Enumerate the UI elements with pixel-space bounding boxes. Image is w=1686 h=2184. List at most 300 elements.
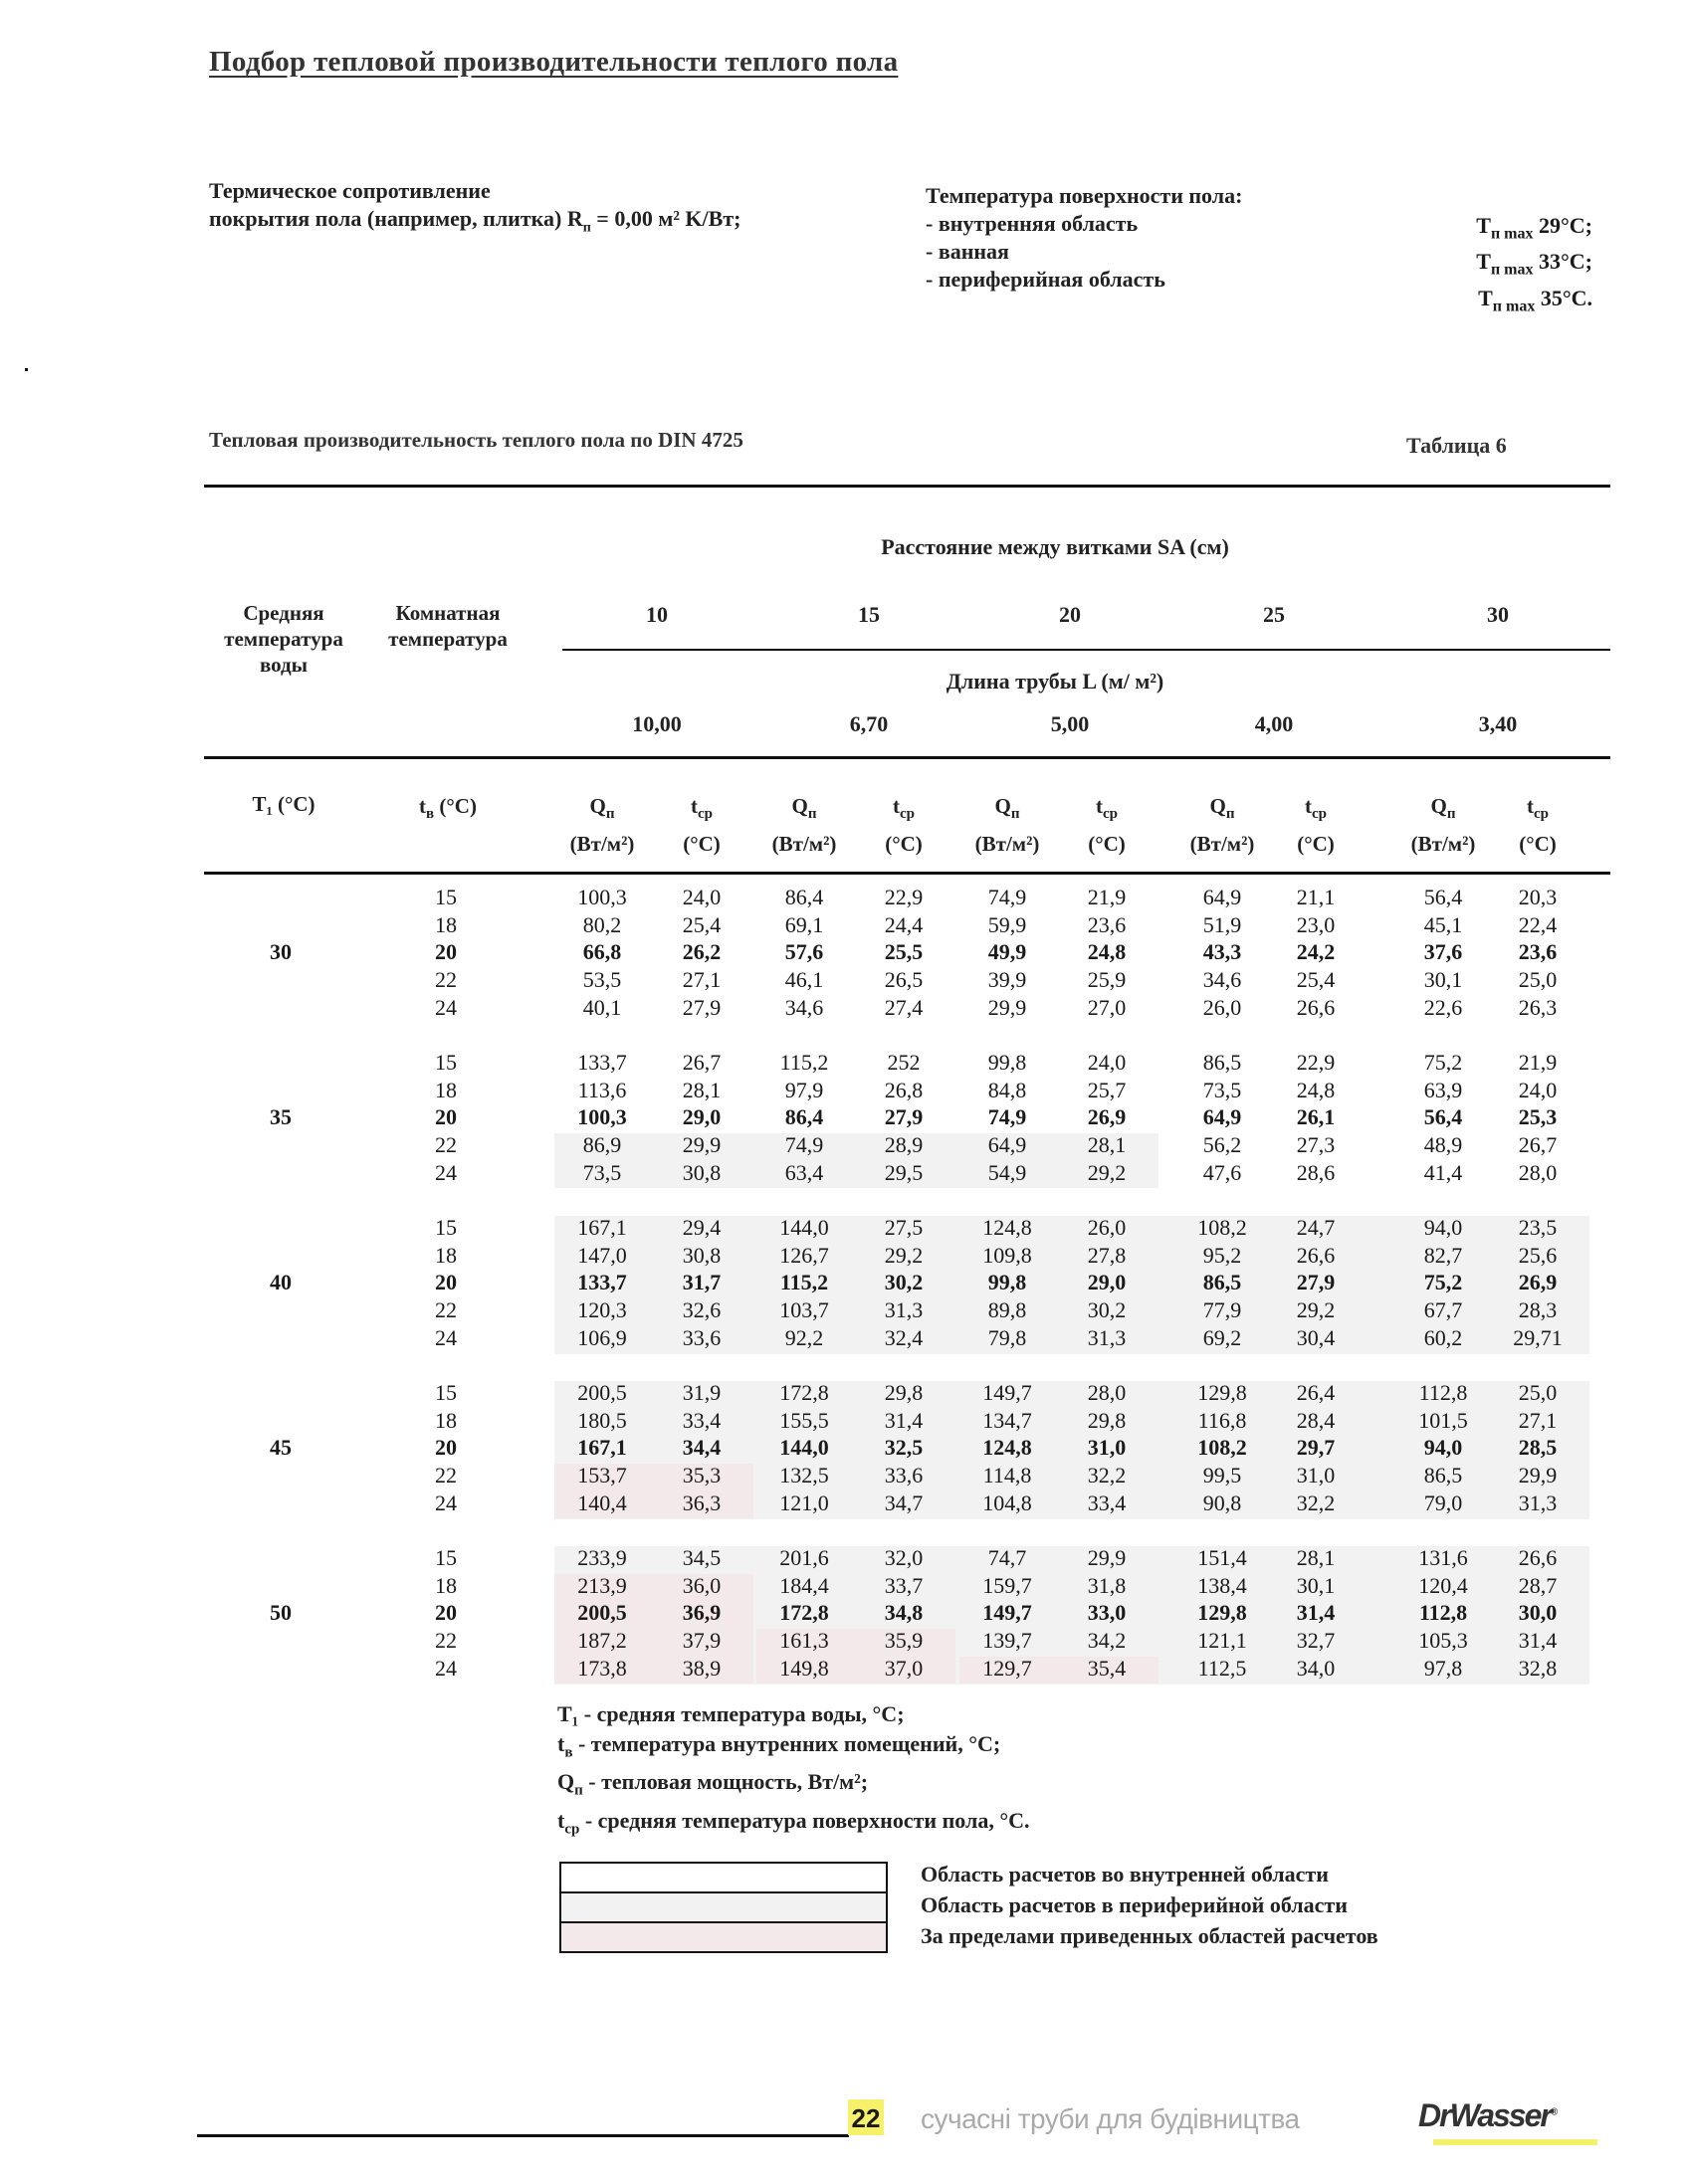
surface-temp-value: 29,2 bbox=[884, 1242, 924, 1268]
surface-temp-value: 23,6 bbox=[1087, 911, 1127, 937]
col-header-q: $Q_п$ (Вт/м²) bbox=[1410, 794, 1476, 857]
surface-temp-value: 27,9 bbox=[884, 1104, 924, 1130]
surface-temp-value: 35,9 bbox=[884, 1628, 924, 1654]
heat-output-value: 86,9 bbox=[582, 1132, 622, 1158]
room-temp-value: 24 bbox=[435, 994, 457, 1020]
heat-output-value: 86,5 bbox=[1202, 1270, 1242, 1295]
heat-output-value: 56,2 bbox=[1202, 1132, 1242, 1158]
heat-output-value: 233,9 bbox=[577, 1545, 627, 1570]
surface-temp-value: 29,71 bbox=[1513, 1324, 1563, 1350]
surface-temp-value: 29,2 bbox=[1087, 1159, 1127, 1185]
heat-output-value: 120,4 bbox=[1418, 1572, 1468, 1598]
heat-output-value: 159,7 bbox=[982, 1572, 1032, 1598]
heat-output-value: 132,5 bbox=[779, 1463, 829, 1489]
heat-output-value: 80,2 bbox=[582, 911, 622, 937]
surface-temp-value: 36,0 bbox=[682, 1572, 722, 1598]
room-temp-value: 24 bbox=[435, 1324, 457, 1350]
surface-temp-value: 35,4 bbox=[1087, 1655, 1127, 1681]
heat-output-value: 74,9 bbox=[987, 885, 1027, 909]
heat-output-value: 99,8 bbox=[987, 1050, 1027, 1075]
room-temp-value: 18 bbox=[435, 1572, 457, 1598]
heat-output-value: 57,6 bbox=[784, 939, 824, 965]
spacing-rule bbox=[562, 649, 1610, 651]
water-temp-value: 30 bbox=[270, 939, 292, 965]
surface-temp-value: 28,0 bbox=[1087, 1380, 1127, 1405]
water-temp-value: 35 bbox=[270, 1104, 292, 1130]
heat-output-value: 113,6 bbox=[577, 1077, 627, 1102]
surface-temp-value: 26,2 bbox=[682, 939, 722, 965]
heat-output-value: 201,6 bbox=[779, 1545, 829, 1570]
surface-temp-value: 22,4 bbox=[1518, 911, 1558, 937]
heat-output-value: 129,8 bbox=[1197, 1600, 1247, 1626]
surface-temp-value: 28,3 bbox=[1518, 1297, 1558, 1323]
heat-output-value: 101,5 bbox=[1418, 1407, 1468, 1433]
tmax-value: $T_{п max}$ 33°C; bbox=[1476, 249, 1592, 279]
heat-output-value: 180,5 bbox=[577, 1407, 627, 1433]
logo-underline bbox=[1433, 2139, 1597, 2145]
heat-output-value: 84,8 bbox=[987, 1077, 1027, 1102]
surface-temp-value: 29,8 bbox=[1087, 1407, 1127, 1433]
legend-swatch-internal bbox=[561, 1864, 886, 1891]
room-temp-value: 20 bbox=[435, 1435, 457, 1461]
heat-output-value: 89,8 bbox=[987, 1297, 1027, 1323]
heat-output-value: 74,7 bbox=[987, 1545, 1027, 1570]
heat-output-value: 104,8 bbox=[982, 1489, 1032, 1515]
note-item: $t_{ср}$ - средняя температура поверхности пола, °C. bbox=[557, 1807, 1030, 1838]
heat-output-value: 79,8 bbox=[987, 1324, 1027, 1350]
pipe-length-value: 4,00 bbox=[1254, 711, 1294, 736]
surface-temp-value: 25,4 bbox=[1296, 967, 1336, 993]
room-temp-value: 15 bbox=[435, 885, 457, 909]
room-temp-value: 20 bbox=[435, 939, 457, 965]
heat-output-value: 90,8 bbox=[1202, 1489, 1242, 1515]
heat-output-value: 64,9 bbox=[1202, 885, 1242, 909]
room-temp-header: Комнатная температура bbox=[388, 601, 508, 651]
footer-rule bbox=[197, 2134, 849, 2137]
surface-temp-value: 30,2 bbox=[1087, 1297, 1127, 1323]
heat-output-value: 66,8 bbox=[582, 939, 622, 965]
surface-temp-value: 34,2 bbox=[1087, 1628, 1127, 1654]
surface-temp-item: - ванная bbox=[926, 239, 1009, 264]
surface-temp-value: 27,3 bbox=[1296, 1132, 1336, 1158]
footer-tagline: сучасні труби для будівництва bbox=[921, 2103, 1300, 2134]
surface-temp-value: 23,6 bbox=[1518, 939, 1558, 965]
surface-temp-value: 26,6 bbox=[1518, 1545, 1558, 1570]
heat-output-value: 134,7 bbox=[982, 1407, 1032, 1433]
surface-temp-value: 25,9 bbox=[1087, 967, 1127, 993]
heat-output-value: 151,4 bbox=[1197, 1545, 1247, 1570]
tmax-values bbox=[1443, 212, 1592, 320]
surface-temp-value: 33,6 bbox=[884, 1463, 924, 1489]
heat-output-value: 167,1 bbox=[577, 1215, 627, 1240]
heat-output-value: 60,2 bbox=[1423, 1324, 1463, 1350]
room-temp-value: 15 bbox=[435, 1545, 457, 1570]
surface-temp-value: 36,3 bbox=[682, 1489, 722, 1515]
heat-output-value: 124,8 bbox=[982, 1215, 1032, 1240]
surface-temp-value: 34,5 bbox=[682, 1545, 722, 1570]
surface-temp-value: 37,0 bbox=[884, 1655, 924, 1681]
surface-temp-value: 31,3 bbox=[1087, 1324, 1127, 1350]
heat-output-value: 124,8 bbox=[982, 1435, 1032, 1461]
pipe-length-value: 3,40 bbox=[1478, 711, 1518, 736]
pipe-length-value: 6,70 bbox=[849, 711, 889, 736]
header-rule bbox=[204, 756, 1610, 759]
surface-temp-value: 28,1 bbox=[1087, 1132, 1127, 1158]
heat-output-value: 100,3 bbox=[577, 1104, 627, 1130]
room-temp-value: 22 bbox=[435, 1132, 457, 1158]
surface-temp-value: 24,0 bbox=[1518, 1077, 1558, 1102]
surface-temperature-note bbox=[926, 182, 1242, 294]
heat-output-value: 200,5 bbox=[577, 1600, 627, 1626]
room-temp-value: 18 bbox=[435, 911, 457, 937]
room-temp-value: 22 bbox=[435, 1628, 457, 1654]
heat-output-value: 99,8 bbox=[987, 1270, 1027, 1295]
surface-temp-value: 35,3 bbox=[682, 1463, 722, 1489]
surface-temp-value: 28,0 bbox=[1518, 1159, 1558, 1185]
legend-label: За пределами приведенных областей расчетов bbox=[921, 1923, 1378, 1948]
heat-output-value: 106,9 bbox=[577, 1324, 627, 1350]
thermal-resistance-line1: Термическое сопротивление bbox=[209, 178, 491, 203]
surface-temp-value: 24,0 bbox=[682, 885, 722, 909]
surface-temp-value: 26,5 bbox=[884, 967, 924, 993]
heat-output-value: 131,6 bbox=[1418, 1545, 1468, 1570]
legend-label: Область расчетов в периферийной области bbox=[921, 1892, 1348, 1917]
heat-output-value: 86,4 bbox=[784, 885, 824, 909]
heat-output-value: 144,0 bbox=[779, 1215, 829, 1240]
surface-temp-value: 28,5 bbox=[1518, 1435, 1558, 1461]
page-title: Подбор тепловой производительности теплого пола bbox=[209, 46, 899, 78]
surface-temp-value: 32,8 bbox=[1518, 1655, 1558, 1681]
surface-temp-value: 32,6 bbox=[682, 1297, 722, 1323]
heat-output-value: 126,7 bbox=[779, 1242, 829, 1268]
col-header-tcp: $t_{ср}$ (°C) bbox=[1297, 794, 1335, 857]
surface-temp-value: 32,2 bbox=[1296, 1489, 1336, 1515]
heat-output-value: 138,4 bbox=[1197, 1572, 1247, 1598]
surface-temp-value: 32,5 bbox=[884, 1435, 924, 1461]
heat-output-value: 187,2 bbox=[577, 1628, 627, 1654]
spacing-value: 10 bbox=[646, 602, 668, 627]
surface-temp-value: 30,0 bbox=[1518, 1600, 1558, 1626]
col-header-tcp: $t_{ср}$ (°C) bbox=[885, 794, 923, 857]
notes bbox=[557, 1699, 1030, 1844]
surface-temp-value: 31,4 bbox=[1518, 1628, 1558, 1654]
heat-output-value: 149,7 bbox=[982, 1380, 1032, 1405]
heat-output-value: 129,8 bbox=[1197, 1380, 1247, 1405]
heat-output-value: 49,9 bbox=[987, 939, 1027, 965]
heat-output-value: 37,6 bbox=[1423, 939, 1463, 965]
heat-output-value: 184,4 bbox=[779, 1572, 829, 1598]
thermal-resistance-line2: покрытия пола (например, плитка) $R_п = 0,00$ м² K/Вт; bbox=[209, 206, 741, 236]
heat-output-value: 54,9 bbox=[987, 1159, 1027, 1185]
heat-output-value: 115,2 bbox=[779, 1270, 829, 1295]
heat-output-value: 161,3 bbox=[779, 1628, 829, 1654]
surface-temp-value: 28,6 bbox=[1296, 1159, 1336, 1185]
heat-output-value: 147,0 bbox=[577, 1242, 627, 1268]
surface-temp-value: 32,2 bbox=[1087, 1463, 1127, 1489]
pipe-length-header: Длина трубы L (м/ м²) bbox=[946, 669, 1164, 694]
surface-temp-value: 27,1 bbox=[1518, 1407, 1558, 1433]
col-header-tv: $t_в$ (°C) bbox=[419, 794, 477, 823]
legend-labels bbox=[921, 1859, 1378, 1951]
surface-temp-value: 33,4 bbox=[682, 1407, 722, 1433]
table-caption: Тепловая производительность теплого пола по DIN 4725 bbox=[209, 428, 743, 452]
legend-swatch-peripheral bbox=[561, 1891, 886, 1921]
heat-output-value: 48,9 bbox=[1423, 1132, 1463, 1158]
heat-output-value: 86,5 bbox=[1202, 1050, 1242, 1075]
heat-output-value: 82,7 bbox=[1423, 1242, 1463, 1268]
surface-temp-value: 28,9 bbox=[884, 1132, 924, 1158]
surface-temp-value: 27,1 bbox=[682, 967, 722, 993]
heat-output-value: 172,8 bbox=[779, 1380, 829, 1405]
heat-output-value: 64,9 bbox=[987, 1132, 1027, 1158]
heat-output-value: 172,8 bbox=[779, 1600, 829, 1626]
surface-temp-value: 31,9 bbox=[682, 1380, 722, 1405]
heat-output-value: 112,5 bbox=[1197, 1655, 1247, 1681]
heat-output-value: 74,9 bbox=[784, 1132, 824, 1158]
col-header-tcp: $t_{ср}$ (°C) bbox=[1088, 794, 1126, 857]
heat-output-value: 112,8 bbox=[1418, 1380, 1468, 1405]
surface-temp-value: 25,6 bbox=[1518, 1242, 1558, 1268]
heat-output-value: 79,0 bbox=[1423, 1489, 1463, 1515]
surface-temp-value: 28,1 bbox=[682, 1077, 722, 1102]
surface-temp-value: 26,9 bbox=[1518, 1270, 1558, 1295]
heat-output-value: 30,1 bbox=[1423, 967, 1463, 993]
surface-temp-item: - периферийная область bbox=[926, 267, 1165, 292]
surface-temp-value: 21,9 bbox=[1087, 885, 1127, 909]
surface-temp-value: 26,6 bbox=[1296, 994, 1336, 1020]
heat-output-value: 133,7 bbox=[577, 1270, 627, 1295]
heat-output-value: 213,9 bbox=[577, 1572, 627, 1598]
surface-temp-value: 252 bbox=[887, 1050, 921, 1075]
heat-output-value: 86,4 bbox=[784, 1104, 824, 1130]
surface-temp-value: 32,0 bbox=[884, 1545, 924, 1570]
heat-output-value: 59,9 bbox=[987, 911, 1027, 937]
room-temp-value: 22 bbox=[435, 1297, 457, 1323]
heat-output-value: 149,8 bbox=[779, 1655, 829, 1681]
surface-temp-value: 25,3 bbox=[1518, 1104, 1558, 1130]
thermal-resistance-note bbox=[209, 177, 740, 242]
surface-temp-value: 27,9 bbox=[682, 994, 722, 1020]
room-temp-value: 24 bbox=[435, 1159, 457, 1185]
surface-temp-value: 26,9 bbox=[1087, 1104, 1127, 1130]
surface-temp-value: 32,4 bbox=[884, 1324, 924, 1350]
heat-output-value: 100,3 bbox=[577, 885, 627, 909]
heat-output-value: 144,0 bbox=[779, 1435, 829, 1461]
surface-temp-value: 23,5 bbox=[1518, 1215, 1558, 1240]
surface-temp-value: 24,0 bbox=[1087, 1050, 1127, 1075]
surface-temp-value: 25,0 bbox=[1518, 1380, 1558, 1405]
heat-output-value: 112,8 bbox=[1418, 1600, 1468, 1626]
heat-output-value: 97,8 bbox=[1423, 1655, 1463, 1681]
surface-temp-value: 28,7 bbox=[1518, 1572, 1558, 1598]
surface-temp-value: 26,6 bbox=[1296, 1242, 1336, 1268]
heat-output-value: 51,9 bbox=[1202, 911, 1242, 937]
surface-temp-value: 30,2 bbox=[884, 1270, 924, 1295]
heat-output-value: 77,9 bbox=[1202, 1297, 1242, 1323]
col-header-tcp: $t_{ср}$ (°C) bbox=[1519, 794, 1557, 857]
surface-temp-value: 29,2 bbox=[1296, 1297, 1336, 1323]
room-temp-value: 22 bbox=[435, 1463, 457, 1489]
surface-temp-value: 28,1 bbox=[1296, 1545, 1336, 1570]
heat-output-value: 167,1 bbox=[577, 1435, 627, 1461]
surface-temp-value: 28,4 bbox=[1296, 1407, 1336, 1433]
table-top-rule bbox=[204, 485, 1610, 488]
heat-output-value: 115,2 bbox=[779, 1050, 829, 1075]
surface-temp-value: 30,1 bbox=[1296, 1572, 1336, 1598]
surface-temp-value: 26,1 bbox=[1296, 1104, 1336, 1130]
surface-temp-value: 33,4 bbox=[1087, 1489, 1127, 1515]
col-header-q: $Q_п$ (Вт/м²) bbox=[771, 794, 837, 857]
surface-temp-value: 37,9 bbox=[682, 1628, 722, 1654]
legend-label: Область расчетов во внутренней области bbox=[921, 1862, 1329, 1886]
surface-temp-value: 29,5 bbox=[884, 1159, 924, 1185]
table-number: Таблица 6 bbox=[1406, 433, 1507, 458]
heat-output-value: 75,2 bbox=[1423, 1050, 1463, 1075]
surface-temp-value: 31,0 bbox=[1087, 1435, 1127, 1461]
surface-temp-value: 26,7 bbox=[682, 1050, 722, 1075]
room-temp-value: 15 bbox=[435, 1215, 457, 1240]
surface-temp-value: 31,4 bbox=[1296, 1600, 1336, 1626]
water-temp-header: Средняя температура воды bbox=[224, 601, 343, 677]
room-temp-value: 20 bbox=[435, 1104, 457, 1130]
surface-temp-value: 31,3 bbox=[1518, 1489, 1558, 1515]
heat-output-value: 108,2 bbox=[1197, 1435, 1247, 1461]
note-item: T₁ - средняя температура воды, °C; bbox=[557, 1701, 905, 1726]
room-temp-value: 20 bbox=[435, 1270, 457, 1295]
spacing-value: 15 bbox=[858, 602, 880, 627]
surface-temp-value: 26,8 bbox=[884, 1077, 924, 1102]
note-item: $t_в$ - температура внутренних помещений, °C; bbox=[557, 1731, 1001, 1761]
surface-temp-value: 31,0 bbox=[1296, 1463, 1336, 1489]
surface-temp-value: 29,0 bbox=[1087, 1270, 1127, 1295]
col-header-q: $Q_п$ (Вт/м²) bbox=[974, 794, 1040, 857]
surface-temp-value: 25,0 bbox=[1518, 967, 1558, 993]
surface-temp-value: 25,7 bbox=[1087, 1077, 1127, 1102]
heat-output-value: 63,4 bbox=[784, 1159, 824, 1185]
heat-output-value: 97,9 bbox=[784, 1077, 824, 1102]
surface-temp-value: 24,4 bbox=[884, 911, 924, 937]
surface-temp-value: 29,8 bbox=[884, 1380, 924, 1405]
surface-temp-value: 30,8 bbox=[682, 1242, 722, 1268]
room-temp-value: 18 bbox=[435, 1407, 457, 1433]
legend-swatch-outside bbox=[561, 1921, 886, 1951]
surface-temp-value: 31,7 bbox=[682, 1270, 722, 1295]
surface-temp-value: 27,0 bbox=[1087, 994, 1127, 1020]
heat-output-value: 74,9 bbox=[987, 1104, 1027, 1130]
surface-temp-value: 31,3 bbox=[884, 1297, 924, 1323]
spacing-value: 20 bbox=[1059, 602, 1081, 627]
surface-temp-value: 29,9 bbox=[682, 1132, 722, 1158]
surface-temp-value: 29,0 bbox=[682, 1104, 722, 1130]
surface-temp-value: 30,8 bbox=[682, 1159, 722, 1185]
col-header-tcp: $t_{ср}$ (°C) bbox=[683, 794, 721, 857]
heat-output-value: 133,7 bbox=[577, 1050, 627, 1075]
heat-output-value: 99,5 bbox=[1202, 1463, 1242, 1489]
surface-temp-value: 24,8 bbox=[1087, 939, 1127, 965]
legend-swatches bbox=[559, 1862, 888, 1953]
surface-temp-value: 22,9 bbox=[1296, 1050, 1336, 1075]
heat-output-value: 34,6 bbox=[1202, 967, 1242, 993]
heat-output-value: 73,5 bbox=[1202, 1077, 1242, 1102]
surface-temp-value: 22,9 bbox=[884, 885, 924, 909]
heat-output-value: 109,8 bbox=[982, 1242, 1032, 1268]
heat-output-value: 94,0 bbox=[1423, 1215, 1463, 1240]
heat-output-value: 46,1 bbox=[784, 967, 824, 993]
surface-temp-value: 24,2 bbox=[1296, 939, 1336, 965]
room-temp-value: 24 bbox=[435, 1489, 457, 1515]
surface-temp-value: 29,9 bbox=[1087, 1545, 1127, 1570]
heat-output-value: 140,4 bbox=[577, 1489, 627, 1515]
heat-output-value: 22,6 bbox=[1423, 994, 1463, 1020]
surface-temp-value: 27,5 bbox=[884, 1215, 924, 1240]
water-temp-value: 40 bbox=[270, 1270, 292, 1295]
heat-output-value: 64,9 bbox=[1202, 1104, 1242, 1130]
surface-temp-value: 25,5 bbox=[884, 939, 924, 965]
heat-output-value: 94,0 bbox=[1423, 1435, 1463, 1461]
surface-temp-value: 26,4 bbox=[1296, 1380, 1336, 1405]
brand-logo: DrWasser® bbox=[1418, 2097, 1557, 2133]
room-temp-value: 20 bbox=[435, 1600, 457, 1626]
surface-temp-value: 29,7 bbox=[1296, 1435, 1336, 1461]
surface-temp-value: 34,7 bbox=[884, 1489, 924, 1515]
scan-dot bbox=[25, 368, 28, 371]
surface-temp-value: 27,4 bbox=[884, 994, 924, 1020]
pipe-length-value: 5,00 bbox=[1050, 711, 1090, 736]
heat-output-value: 69,1 bbox=[784, 911, 824, 937]
room-temp-value: 15 bbox=[435, 1050, 457, 1075]
heat-output-value: 121,1 bbox=[1197, 1628, 1247, 1654]
spacing-value: 25 bbox=[1263, 602, 1285, 627]
tmax-value: $T_{п max}$ 29°C; bbox=[1476, 213, 1592, 243]
heat-output-value: 116,8 bbox=[1197, 1407, 1247, 1433]
heat-output-value: 139,7 bbox=[982, 1628, 1032, 1654]
surface-temp-value: 36,9 bbox=[682, 1600, 722, 1626]
heat-output-value: 56,4 bbox=[1423, 885, 1463, 909]
heat-output-value: 103,7 bbox=[779, 1297, 829, 1323]
surface-temp-value: 23,0 bbox=[1296, 911, 1336, 937]
surface-temp-value: 29,9 bbox=[1518, 1463, 1558, 1489]
surface-temp-value: 33,0 bbox=[1087, 1600, 1127, 1626]
surface-temp-value: 21,9 bbox=[1518, 1050, 1558, 1075]
pipe-length-value: 10,00 bbox=[632, 711, 682, 736]
surface-temp-value: 34,0 bbox=[1296, 1655, 1336, 1681]
heat-output-value: 45,1 bbox=[1423, 911, 1463, 937]
heat-output-value: 95,2 bbox=[1202, 1242, 1242, 1268]
surface-temp-value: 26,3 bbox=[1518, 994, 1558, 1020]
room-temp-value: 24 bbox=[435, 1655, 457, 1681]
room-temp-value: 15 bbox=[435, 1380, 457, 1405]
surface-temp-value: 33,6 bbox=[682, 1324, 722, 1350]
note-item: $Q_п$ - тепловая мощность, Вт/м²; bbox=[557, 1769, 869, 1799]
heat-output-value: 69,2 bbox=[1202, 1324, 1242, 1350]
surface-temp-value: 24,7 bbox=[1296, 1215, 1336, 1240]
surface-temp-value: 31,4 bbox=[884, 1407, 924, 1433]
surface-temp-value: 31,8 bbox=[1087, 1572, 1127, 1598]
heat-output-value: 92,2 bbox=[784, 1324, 824, 1350]
surface-temp-value: 38,9 bbox=[682, 1655, 722, 1681]
heat-output-value: 73,5 bbox=[582, 1159, 622, 1185]
col-header-q: $Q_п$ (Вт/м²) bbox=[569, 794, 635, 857]
water-temp-value: 50 bbox=[270, 1600, 292, 1626]
heat-output-value: 153,7 bbox=[577, 1463, 627, 1489]
heat-output-value: 149,7 bbox=[982, 1600, 1032, 1626]
heat-output-value: 108,2 bbox=[1197, 1215, 1247, 1240]
heat-output-value: 200,5 bbox=[577, 1380, 627, 1405]
heat-output-value: 26,0 bbox=[1202, 994, 1242, 1020]
heat-output-value: 63,9 bbox=[1423, 1077, 1463, 1102]
spacing-header: Расстояние между витками SA (см) bbox=[881, 534, 1229, 559]
surface-temp-value: 34,4 bbox=[682, 1435, 722, 1461]
